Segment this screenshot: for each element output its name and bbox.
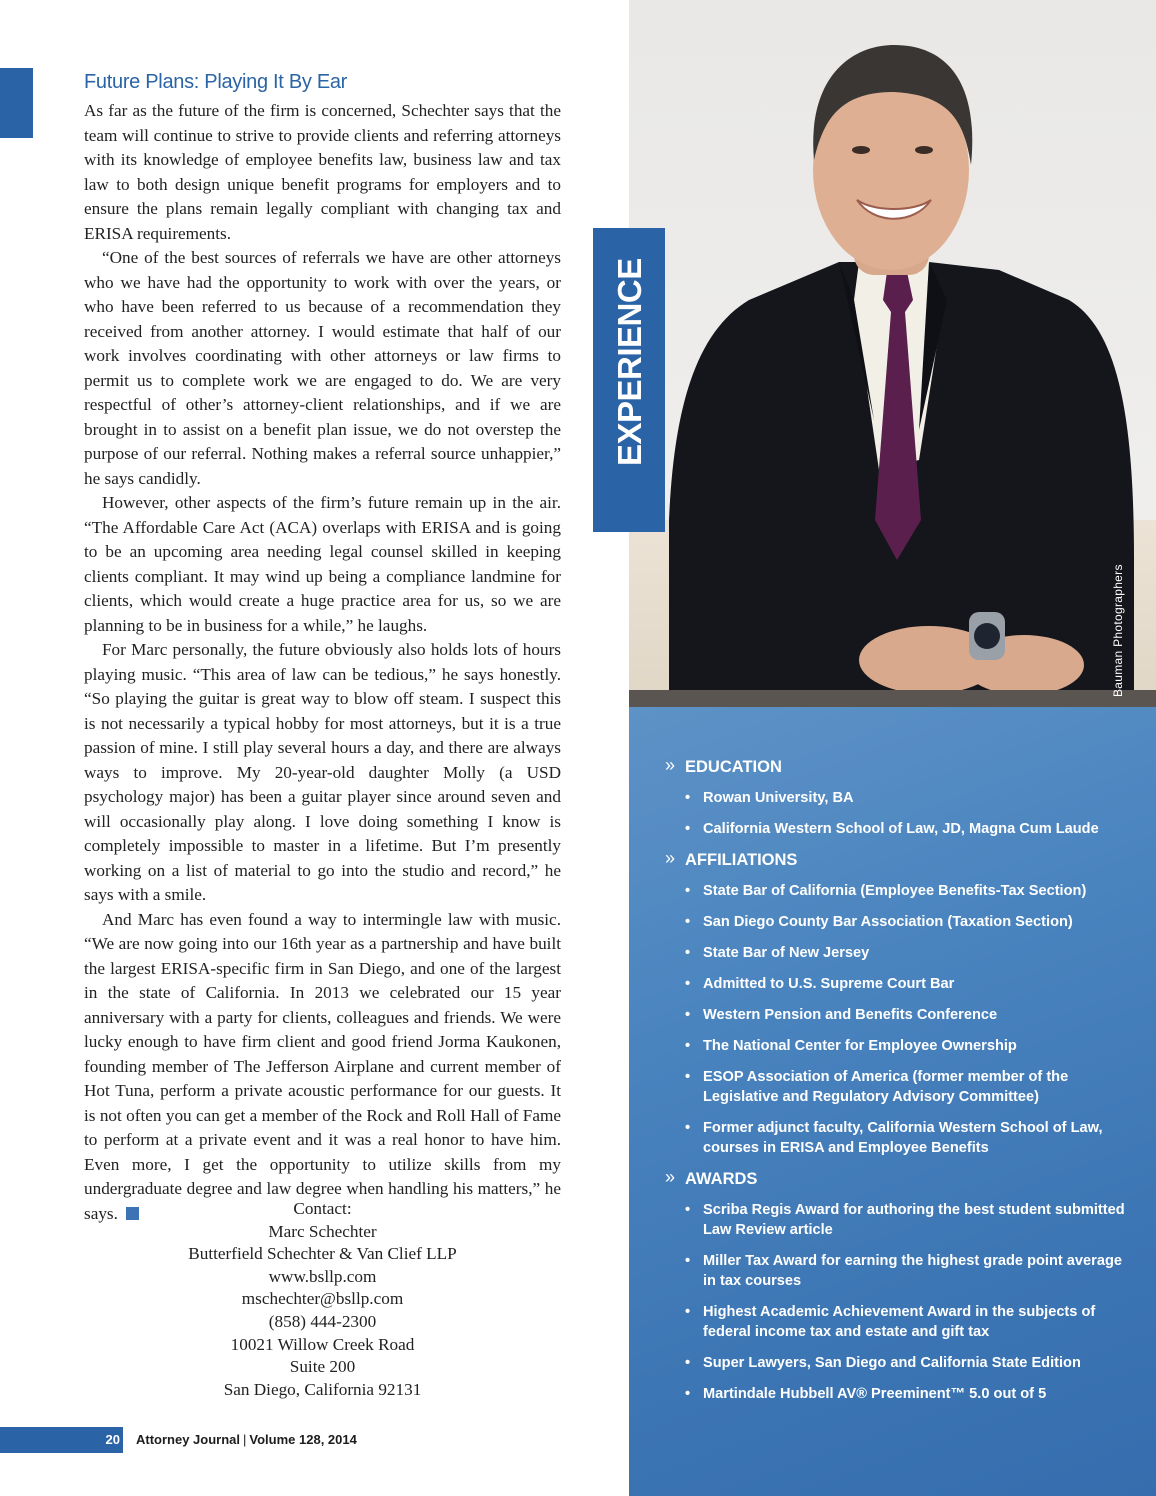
chevron-right-icon: » [665, 1167, 676, 1187]
bullet-icon: • [685, 1202, 691, 1218]
list-item-text: San Diego County Bar Association (Taxation Section) [703, 914, 1073, 930]
page-number: 20 [105, 1432, 120, 1447]
article-paragraph: “One of the best sources of referrals we have are other attorneys who we have had the opportunity to work with over the years, or who have been referred to us because of a recommendation they received from another attorney. I would estimate that half of our work involves coordinating with other attorneys or law firms to permit us to complete work we are engaged to do. We are very respectful of other’s attorney-client relationships, and if we are brought in to assist on a benefit plan issue, we do not overstep the purpose of our referral. Nothing makes a referral source unhappier,” he says candidly. [84, 248, 561, 488]
list-item [665, 1302, 1125, 1342]
article-paragraph-last [84, 908, 561, 1227]
section-education-heading [665, 757, 1125, 777]
contact-name: Marc Schechter [268, 1221, 377, 1241]
bullet-icon: • [685, 883, 691, 899]
article-paragraph: As far as the future of the firm is concerned, Schechter says that the team will continue to strive to provide clients and referring attorneys with its knowledge of employee benefits law, business law and tax law to both design unique benefit programs for employers and to ensure the plans remain legally compliant with changing tax and ERISA requirements. [84, 101, 561, 243]
list-item-text: Scriba Regis Award for authoring the best student submitted Law Review article [703, 1202, 1125, 1238]
bullet-icon: • [685, 1007, 691, 1023]
list-item [665, 881, 1125, 901]
article-paragraph: However, other aspects of the firm’s future remain up in the air. “The Affordable Care Act (ACA) overlaps with ERISA and is going to be an upcoming area needing legal counsel skilled in keeping clients compliant. It may wind up being a compliance landmine for clients, which would create a huge practice area for us, so we are planning to be in business for a while,” he laughs. [84, 493, 561, 635]
left-accent-tab [0, 68, 33, 138]
contact-firm: Butterfield Schechter & Van Clief LLP [188, 1244, 457, 1264]
article-paragraph: For Marc personally, the future obviously also holds lots of hours playing music. “This area of law can be tedious,” he says honestly. “So playing the guitar is great way to blow off steam. I suspect this is not necessarily a typical hobby for most attorneys, but it is a true passion of mine. I still play several hours a day, and there are always ways to improve. My 20-year-old daughter Molly (a USD psychology major) has been a guitar player since around seven and will occasionally play along. I love doing something I know is completely impossible to master in a lifetime. But I’m presently working on a list of material to go into the studio and record,” he says with a smile. [84, 640, 561, 904]
list-item [665, 943, 1125, 963]
list-item [665, 1067, 1125, 1107]
list-item [665, 788, 1125, 808]
list-item-text: Rowan University, BA [703, 790, 854, 806]
list-item [665, 1384, 1125, 1404]
bullet-icon: • [685, 1386, 691, 1402]
bullet-icon: • [685, 1120, 691, 1136]
chevron-right-icon: » [665, 848, 676, 868]
article-column [84, 68, 561, 1226]
list-item-text: State Bar of New Jersey [703, 945, 870, 961]
photo-credit: Bauman Photographers [1111, 564, 1125, 697]
portrait-photo [629, 0, 1156, 707]
list-item-text: Western Pension and Benefits Conference [703, 1007, 998, 1023]
section-title: AWARDS [685, 1170, 758, 1188]
list-item [665, 1005, 1125, 1025]
bullet-icon: • [685, 821, 691, 837]
section-title: AFFILIATIONS [685, 851, 798, 869]
list-item-text: Super Lawyers, San Diego and California State Edition [703, 1355, 1081, 1371]
list-item [665, 974, 1125, 994]
experience-label: EXPERIENCE [611, 258, 648, 466]
experience-panel [629, 707, 1156, 1496]
journal-name: Attorney Journal [136, 1432, 241, 1447]
list-item-text: California Western School of Law, JD, Magna Cum Laude [703, 821, 1099, 837]
list-item [665, 1200, 1125, 1240]
list-item [665, 1118, 1125, 1158]
portrait-figure [629, 0, 1156, 707]
list-item [665, 912, 1125, 932]
bullet-icon: • [685, 1069, 691, 1085]
list-item-text: ESOP Association of America (former member of the Legislative and Regulatory Advisory Committee) [703, 1069, 1069, 1105]
contact-block [84, 1198, 561, 1401]
section-title: EDUCATION [685, 758, 782, 776]
experience-list [665, 757, 1125, 1415]
article-heading: Future Plans: Playing It By Ear [84, 71, 348, 93]
section-affiliations-heading [665, 850, 1125, 870]
list-item-text: State Bar of California (Employee Benefits-Tax Section) [703, 883, 1087, 899]
bullet-icon: • [685, 914, 691, 930]
chevron-right-icon: » [665, 755, 676, 775]
bullet-icon: • [685, 790, 691, 806]
contact-suite: Suite 200 [289, 1357, 356, 1377]
list-item [665, 1251, 1125, 1291]
bullet-icon: • [685, 1253, 691, 1269]
list-item-text: Former adjunct faculty, California Western School of Law, courses in ERISA and Employee Benefits [703, 1120, 1103, 1156]
list-item-text: The National Center for Employee Ownership [703, 1038, 1017, 1054]
contact-email[interactable]: mschechter@bsllp.com [241, 1289, 404, 1309]
list-item-text: Highest Academic Achievement Award in the subjects of federal income tax and estate and gift tax [703, 1304, 1096, 1340]
section-awards-heading [665, 1169, 1125, 1189]
contact-city: San Diego, California 92131 [223, 1379, 422, 1399]
contact-website[interactable]: www.bsllp.com [268, 1266, 377, 1286]
bullet-icon: • [685, 1355, 691, 1371]
contact-address: 10021 Willow Creek Road [230, 1334, 415, 1354]
journal-volume: Volume 128, 2014 [249, 1432, 357, 1447]
page-footer [0, 1427, 600, 1453]
bullet-icon: • [685, 1038, 691, 1054]
bullet-icon: • [685, 945, 691, 961]
list-item [665, 1036, 1125, 1056]
bullet-icon: • [685, 1304, 691, 1320]
list-item-text: Admitted to U.S. Supreme Court Bar [703, 976, 955, 992]
contact-phone: (858) 444-2300 [268, 1311, 377, 1331]
list-item [665, 1353, 1125, 1373]
journal-info [136, 1432, 357, 1447]
list-item [665, 819, 1125, 839]
list-item-text: Martindale Hubbell AV® Preeminent™ 5.0 out of 5 [703, 1386, 1047, 1402]
article-paragraph-text: And Marc has even found a way to intermingle law with music. “We are now going into our 16th year as a partnership and have built the largest ERISA-specific firm in San Diego, and one of the largest in the state of California. In 2013 we celebrated our 15 year anniversary with a party for clients, colleagues and friends. We were lucky enough to have firm client and good friend Jorma Kaukonen, founding member of The Jefferson Airplane and current member of Hot Tuna, perform a private acoustic performance for our guests. It is not often you can get a member of the Rock and Roll Hall of Fame to perform at a private event and it was a real honor to have him. Even more, I get the opportunity to utilize skills from my undergraduate degree and law degree when handling his matters,” he says. [84, 909, 561, 1223]
contact-label: Contact: [293, 1199, 352, 1218]
journal-separator: | [243, 1432, 247, 1447]
bullet-icon: • [685, 976, 691, 992]
list-item-text: Miller Tax Award for earning the highest grade point average in tax courses [703, 1253, 1122, 1289]
